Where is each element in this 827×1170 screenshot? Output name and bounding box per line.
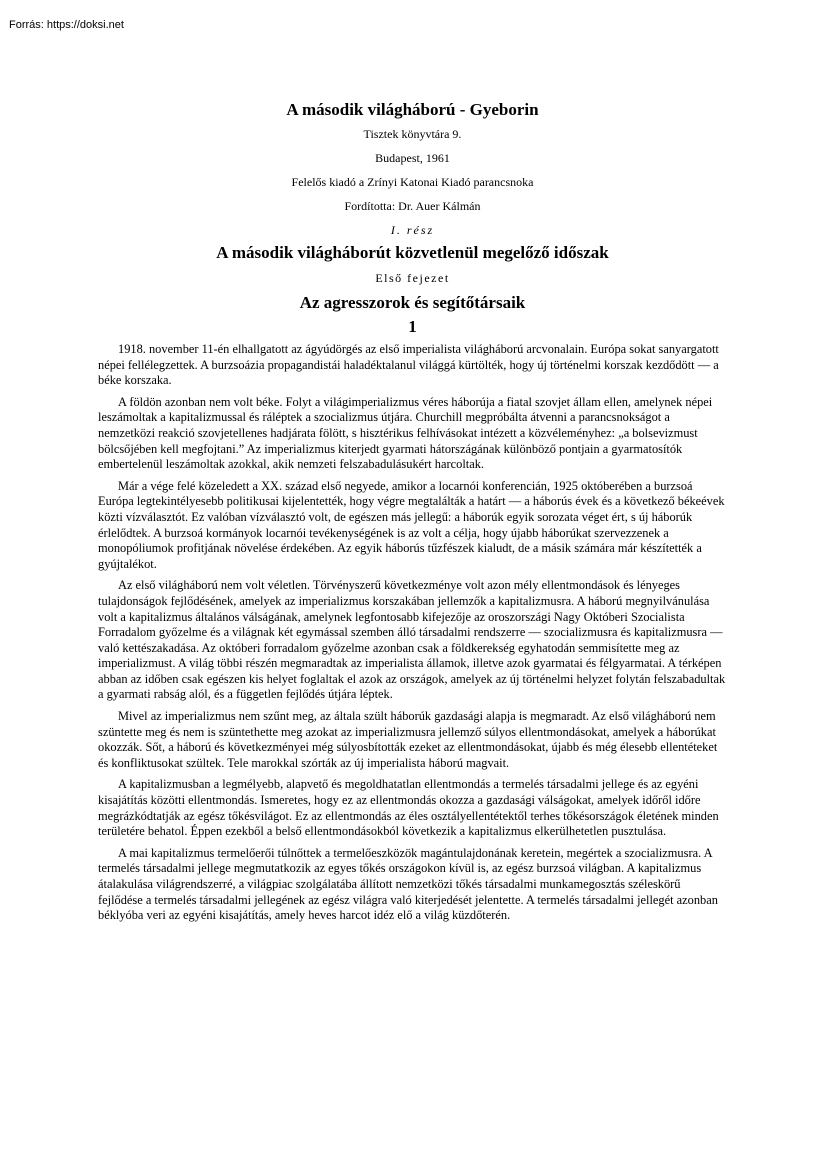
source-label: Forrás: https://doksi.net — [9, 19, 124, 31]
chapter-title: Az agresszorok és segítőtársaik — [299, 293, 526, 312]
paragraph: Az első világháború nem volt véletlen. Törvényszerű következménye volt azon mély ellentmondások és lényeges tulajdonságok fejlődésének, amelyek az imperializmus korszakában jellemzők a kapitalizmusra. A háború megnyilvánulása volt a kapitalizmus általános válságának, amelynek legfontosabb kifejezője az oroszországi Nagy Októberi Szocialista Forradalom győzelme és a világnak két egymással szemben álló társadalmi rendszerre — szocializmusra és kapitalizmusra — való kettészakadása. Az októberi forradalom győzelme azonban csak a földkerekség egyhatodán semmisítette meg az imperializmust. A világ többi részén megmaradtak az imperialista államok, illetve azok gyarmatai és félgyarmatai. A térképen abban az időben csak egészen kis helyet foglaltak el azok az országok, amelyek az új történelmi helyzet folytán felszabadultak a gyarmati rabság alól, és a független fejlődés útjára léptek. — [98, 578, 726, 702]
paragraph: 1918. november 11-én elhallgatott az ágyúdörgés az első imperialista világháború arcvonalain. Európa sokat sanyargatott népei fellélegzettek. A burzsoázia propagandistái haladéktalanul világgá kürtölték, hogy új történelmi korszak kezdődött — a béke korszaka. — [98, 342, 719, 388]
document-page — [98, 100, 727, 930]
publication-place-year: Budapest, 1961 — [375, 151, 450, 165]
section-number: 1 — [408, 317, 417, 336]
publisher-line: Felelős kiadó a Zrínyi Katonai Kiadó parancsnoka — [291, 175, 534, 189]
part-title: A második világháborút közvetlenül megelőző időszak — [216, 243, 609, 262]
paragraph: A földön azonban nem volt béke. Folyt a világimperializmus véres háborúja a fiatal szovjet állam ellen, amelynek népei leszámoltak a kapitalizmussal és ráléptek a szocializmus útjára. Churchill megpróbálta átvenni a parancsnokságot a nemzetközi reakció szovjetellenes hadjárata fölött, s hisztérikus felhívásokat intézett a közvéleményhez: „a bolsevizmust bölcsőjében kell megfojtani.” Az imperializmus kiterjedt gyarmati hátországának különböző pontjain a gyarmatosítók embertelenül leszámoltak azokkal, akik nemzeti felszabadulásukért harcoltak. — [98, 394, 713, 472]
part-label: I. rész — [390, 223, 435, 237]
series-line: Tisztek könyvtára 9. — [363, 127, 462, 141]
translator-line: Fordította: Dr. Auer Kálmán — [344, 199, 481, 213]
paragraph: Már a vége felé közeledett a XX. század első negyede, amikor a locarnói konferencián, 1925 októberében a burzsoá Európa legtekintélyesebb politikusai kijelentették, hogy végre megtalálták a határt — a háborús évek és a következő békeévek közti vízválasztót. Ez valóban vízválasztó volt, de egészen más jellegű: a háborúk egyik sorozata véget ért, s új háborúk érlelődtek. A burzsoá kormányok locarnói tevékenységének is az volt a célja, hogy újabb háborúkat szervezzenek a monopóliumok profitjának növelése érdekében. Az egyik háborús tűzfészek kialudt, de a másik számára már készítették a gyújtalékot. — [98, 478, 725, 571]
paragraph: A kapitalizmusban a legmélyebb, alapvető és megoldhatatlan ellentmondás a termelés társadalmi jellege és az egyéni kisajátítás közötti ellentmondás. Ismeretes, hogy ez az ellentmondás okozza a gazdasági válságokat, amelyek időről időre megrázkódtatják az egész tőkésvilágot. Ez az ellentmondás az éles osztályellentétektől terhes tőkésországok életének minden területére behatol. Éppen ezekből a belső ellentmondásokból következik a kapitalizmus elkerülhetetlen pusztulása. — [98, 777, 719, 839]
document-title: A második világháború - Gyeborin — [286, 100, 539, 119]
chapter-label: Első fejezet — [375, 271, 450, 285]
paragraph: A mai kapitalizmus termelőerői túlnőttek a termelőeszközök magántulajdonának keretein, megértek a szocializmusra. A termelés társadalmi jellege megmutatkozik az egyes tőkés országokon kívül is, az egész burzsoá világban. A kapitalizmus átalakulása világrendszerré, a világpiac szolgálatába állított nemzetközi tőkés társadalmi munkamegosztás széleskörű fejlődése a termelés társadalmi jellegének az egész világra való kiterjedését jelentette. A termelés társadalmi jellegét azonban béklyóba veri az egyéni kisajátítás, amely heves harcot idéz elő a világ küzdőterén. — [98, 845, 718, 923]
paragraph: Mivel az imperializmus nem szűnt meg, az általa szült háborúk gazdasági alapja is megmaradt. Az első világháború nem szüntette meg és nem is szüntethette meg azokat az imperializmusra jellemző súlyos ellentmondásokat, amelyek a háborúkat okozzák. Sőt, a háború és következményei még súlyosbították ezeket az ellentmondásokat, újabb és még élesebb ellentéteket és konfliktusokat szültek. Tele marokkal szórták az új imperialista háború magvait. — [98, 709, 718, 770]
